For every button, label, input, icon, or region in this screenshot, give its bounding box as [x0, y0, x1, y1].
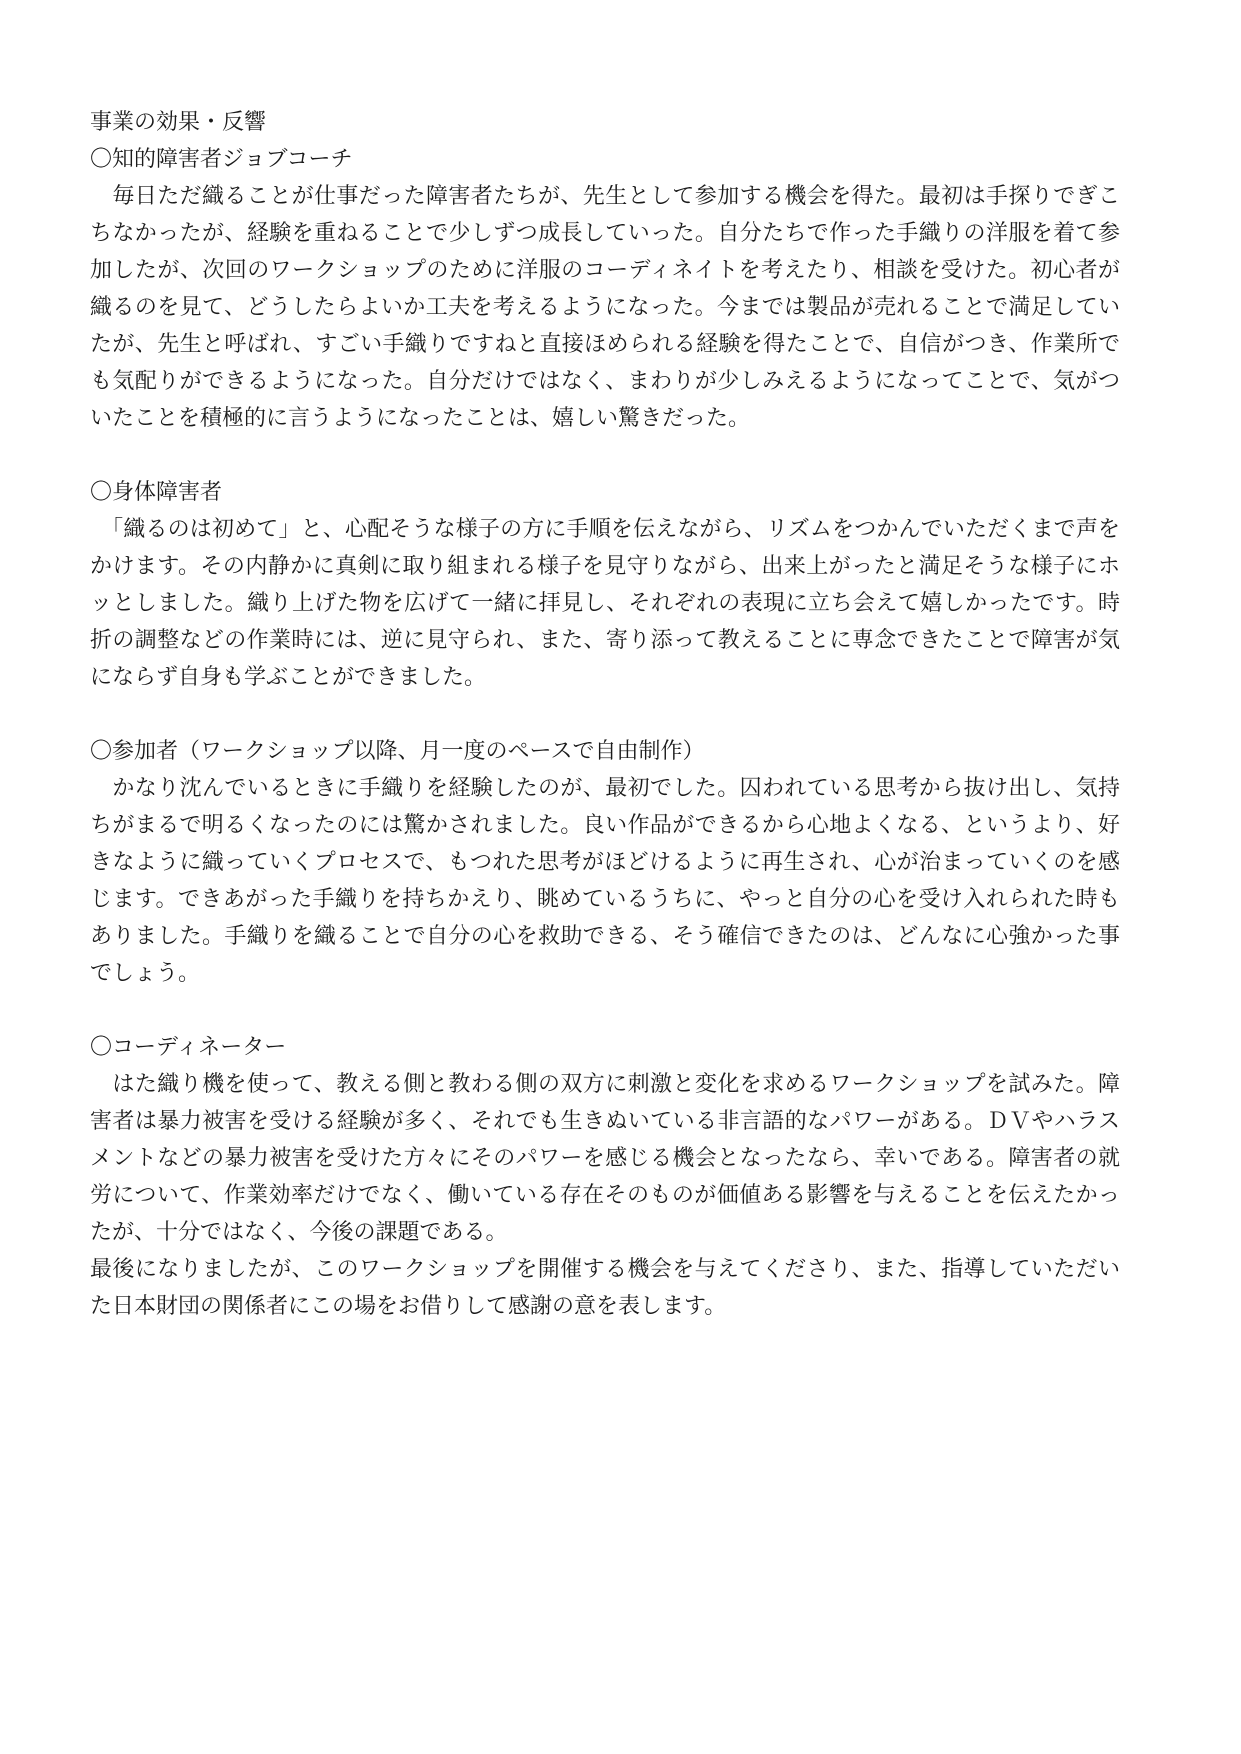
paragraph-spacer: [90, 437, 1120, 474]
section-heading-job-coach: 〇知的障害者ジョブコーチ: [90, 147, 353, 172]
section-body-coordinator: はた織り機を使って、教える側と教わる側の双方に刺激と変化を求めるワークショップを試みた。障害者は暴力被害を受ける経験が多く、それでも生きぬいている非言語的なパワーがある。ＤＶやハラスメントなどの暴力被害を受けた方々にそのパワーを感じる機会となったなら、幸いである。障害者の就労について、作業効率だけでなく、働いている存在そのものが価値ある影響を与えることを伝えたかったが、十分ではなく、今後の課題である。: [90, 1072, 1120, 1245]
section-body-physical-disability: 「織るのは初めて」と、心配そうな様子の方に手順を伝えながら、リズムをつかんでいただくまで声をかけます。その内静かに真剣に取り組まれる様子を見守りながら、出来上がったと満足そうな様子にホッとしました。織り上げた物を広げて一緒に拝見し、それぞれの表現に立ち会えて嬉しかったです。時折の調整などの作業時には、逆に見守られ、また、寄り添って教えることに専念できたことで障害が気にならず自身も学ぶことができました。: [90, 517, 1120, 690]
section-body-job-coach: 毎日ただ織ることが仕事だった障害者たちが、先生として参加する機会を得た。最初は手探りでぎこちなかったが、経験を重ねることで少しずつ成長していった。自分たちで作った手織りの洋服を着て参加したが、次回のワークショップのために洋服のコーディネイトを考えたり、相談を受けた。初心者が織るのを見て、どうしたらよいか工夫を考えるようになった。今までは製品が売れることで満足していたが、先生と呼ばれ、すごい手織りですねと直接ほめられる経験を得たことで、自信がつき、作業所でも気配りができるようになった。自分だけではなく、まわりが少しみえるようになってことで、気がついたことを積極的に言うようになったことは、嬉しい驚きだった。: [90, 184, 1120, 431]
paragraph-spacer: [90, 992, 1120, 1029]
document-page: [90, 104, 1120, 1325]
section-heading-participant: 〇参加者（ワークショップ以降、月一度のペースで自由制作）: [90, 739, 705, 764]
section-heading-coordinator: 〇コーディネーター: [90, 1035, 287, 1060]
section-body-participant: かなり沈んでいるときに手織りを経験したのが、最初でした。囚われている思考から抜け出し、気持ちがまるで明るくなったのには驚かされました。良い作品ができるから心地よくなる、というより、好きなように織っていくプロセスで、もつれた思考がほどけるように再生され、心が治まっていくのを感じます。できあがった手織りを持ちかえり、眺めているうちに、やっと自分の心を受け入れられた時もありました。手織りを織ることで自分の心を救助できる、そう確信できたのは、どんなに心強かった事でしょう。: [90, 776, 1120, 986]
closing-acknowledgement: 最後になりましたが、このワークショップを開催する機会を与えてくださり、また、指導していただいた日本財団の関係者にこの場をお借りして感謝の意を表します。: [90, 1257, 1120, 1319]
section-heading-physical-disability: 〇身体障害者: [90, 480, 223, 505]
paragraph-spacer: [90, 696, 1120, 733]
document-title: 事業の効果・反響: [90, 110, 267, 135]
